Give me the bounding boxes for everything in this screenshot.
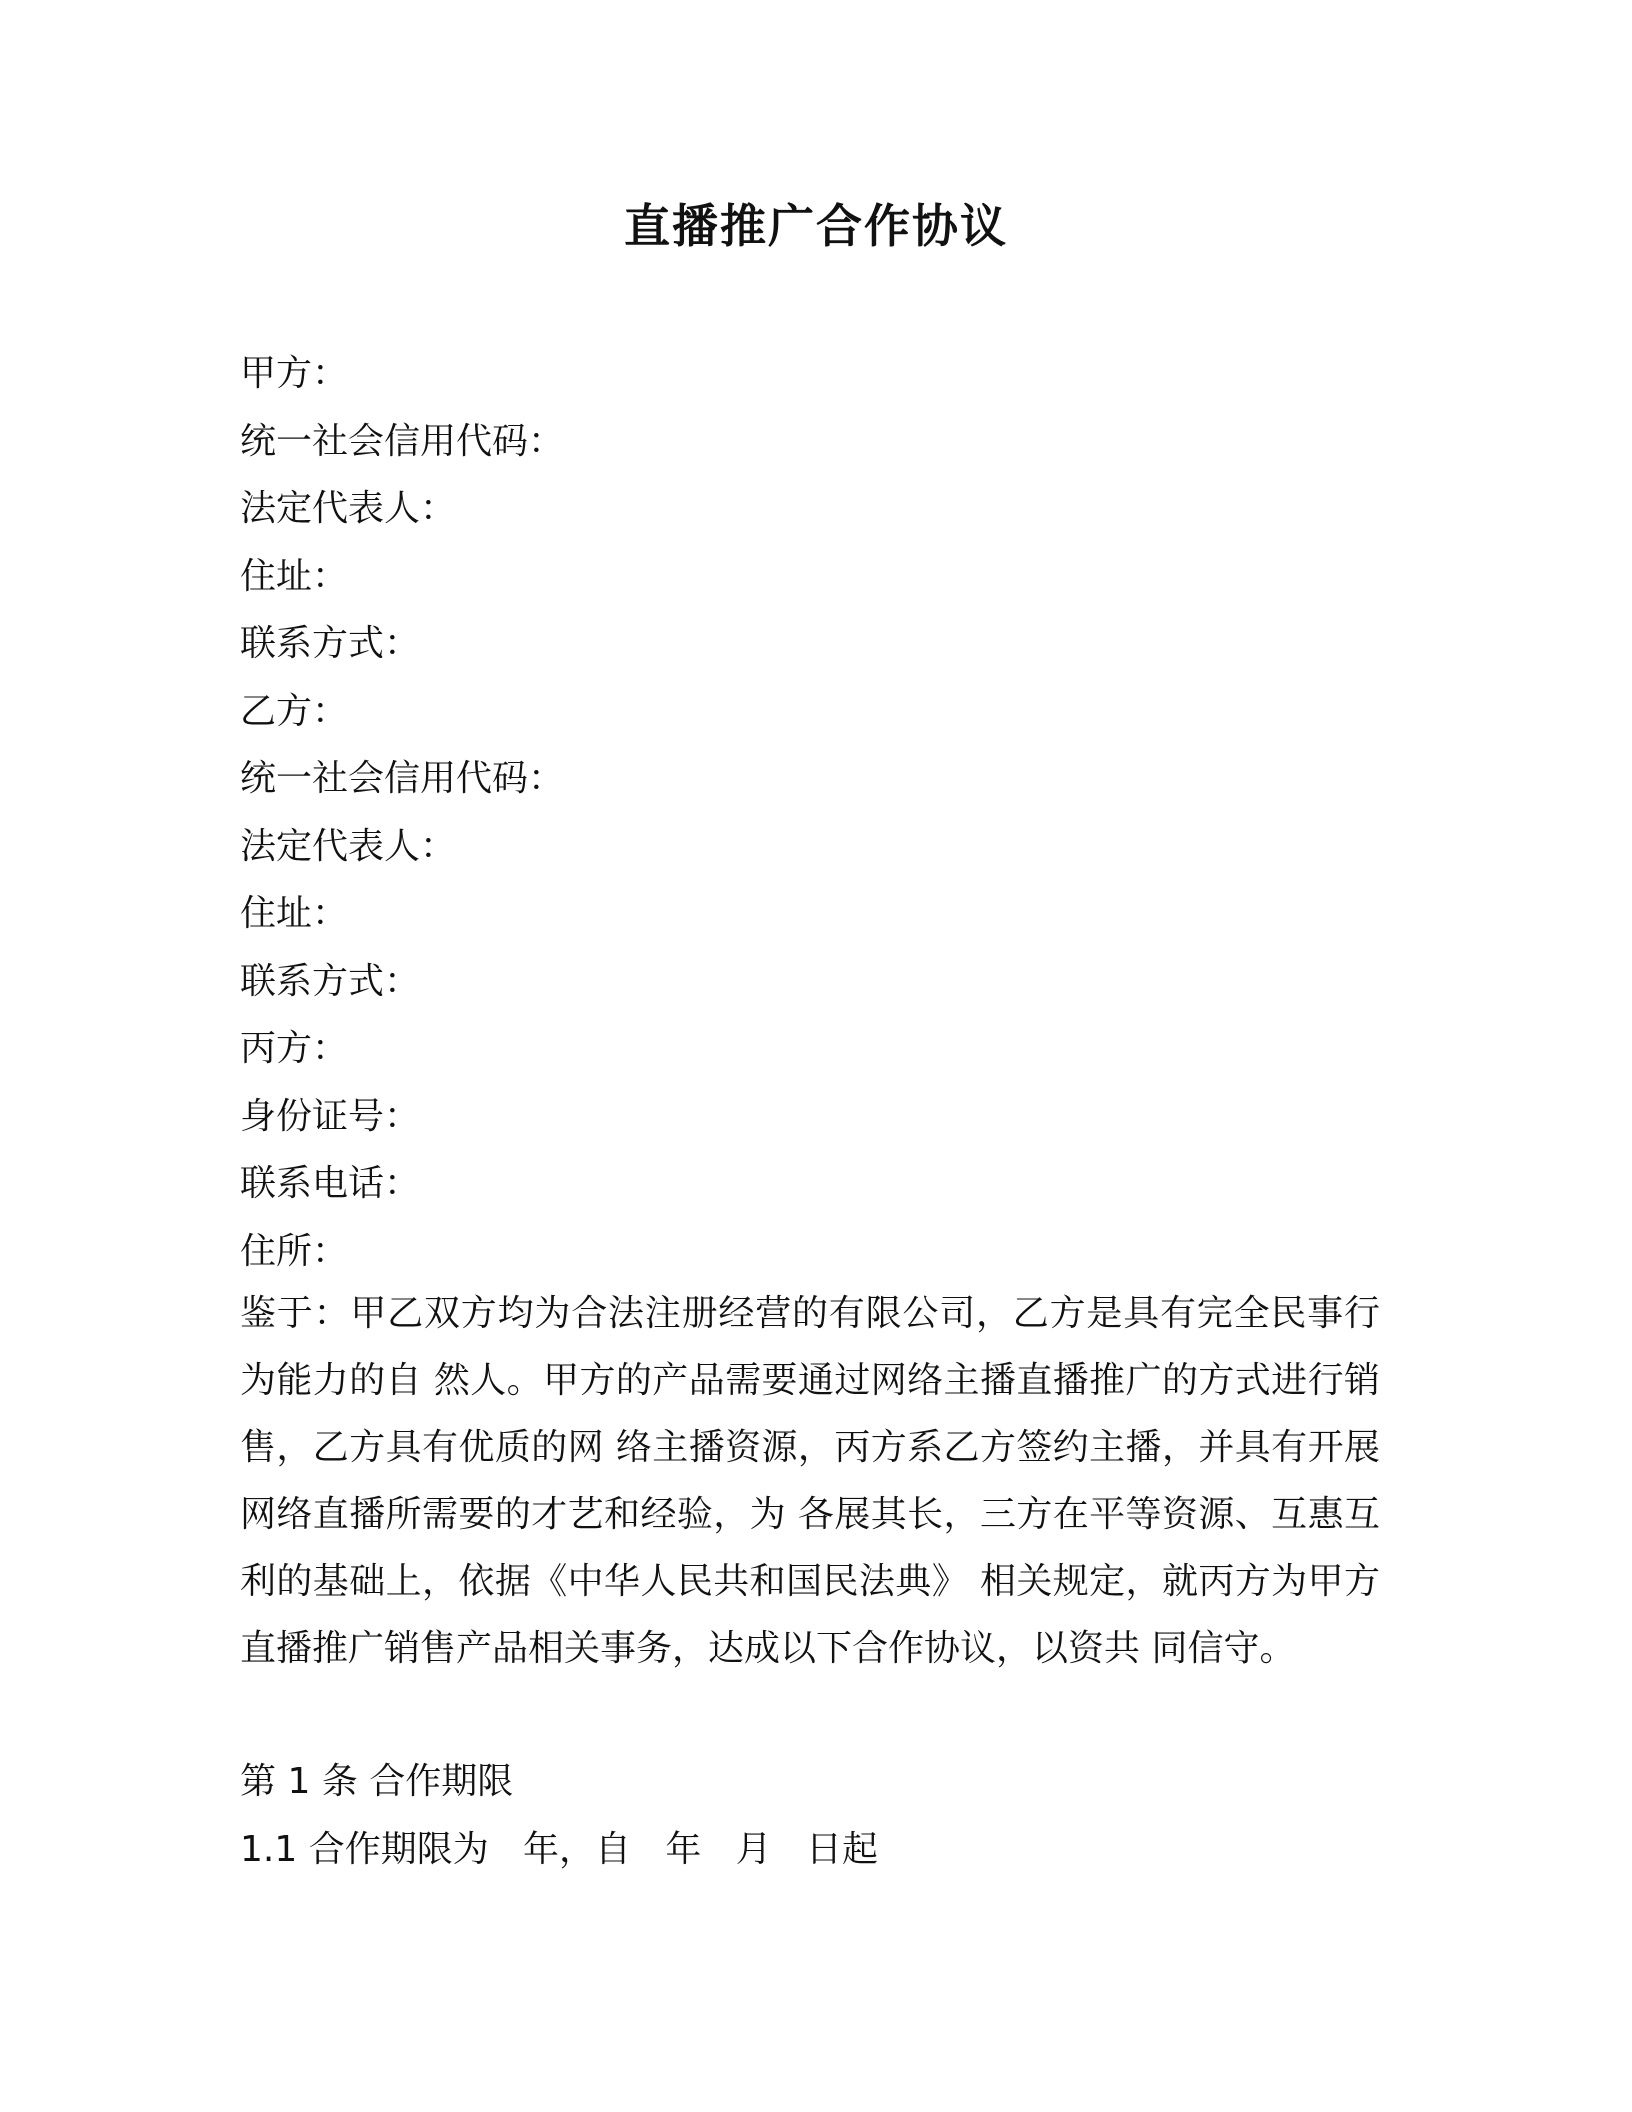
party-a-contact-label: 联系方式： [240, 623, 421, 664]
party-a-credit-code-label: 统一社会信用代码： [240, 420, 565, 462]
clause-1-1: 1.1 合作期限为 年，自 年 月 日起 [240, 1829, 879, 1870]
party-b-contact-label: 联系方式： [240, 960, 421, 1002]
party-a-legal-rep-label: 法定代表人： [240, 488, 457, 529]
party-a-address-label: 住址： [240, 555, 349, 597]
party-c-label: 丙方： [240, 1028, 349, 1069]
party-info-list [240, 340, 1380, 1285]
preamble-paragraph: 鉴于：甲乙双方均为合法注册经营的有限公司，乙方是具有完全民事行为能力的自 然人。甲方的产品需要通过网络主播直播推广的方式进行销售，乙方具有优质的网 络主播资源，丙方系乙方签约主播，并具有开展网络直播所需要的才艺和经验，为 各展其长，三方在平等资源、互惠互利的基础上，依据《中华人民共和国民法典》 相关规定，就丙方为甲方直播推广销售产品相关事务，达成以下合作协议，以资共 同信守。 [240, 1293, 1380, 1669]
party-b-legal-rep-label: 法定代表人： [240, 825, 457, 867]
article-1-heading: 第 1 条 合作期限 [240, 1761, 514, 1802]
party-b-label: 乙方： [240, 690, 349, 732]
document-title: 直播推广合作协议 [624, 199, 1008, 253]
party-c-id-number-label: 身份证号： [240, 1095, 421, 1137]
party-b-address-label: 住址： [240, 893, 349, 934]
party-c-residence-label: 住所： [240, 1230, 349, 1272]
party-a-label: 甲方： [240, 353, 349, 394]
party-c-phone-label: 联系电话： [240, 1163, 421, 1204]
party-b-credit-code-label: 统一社会信用代码： [240, 758, 565, 799]
